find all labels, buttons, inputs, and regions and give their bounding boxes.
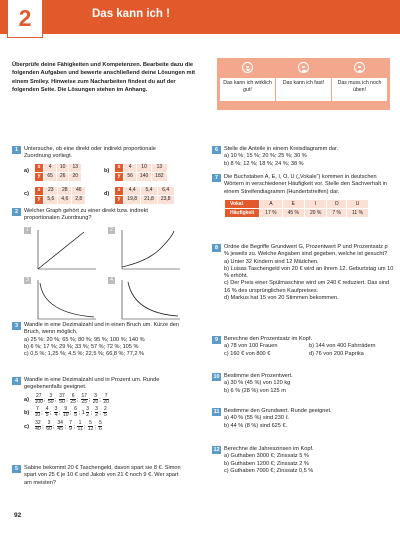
task-line: c) Der Preis einer Spülmaschine wird um 240 € reduziert. Das sind 16 % des ursprünglichen Kaufpreises. bbox=[224, 280, 390, 294]
task-line: a) 30 % (45 %) von 120 kg bbox=[224, 380, 291, 387]
task-number: 3 bbox=[12, 322, 21, 330]
task-line: c) Guthaben 7000 €; Zinssatz 0,5 % bbox=[224, 467, 314, 474]
graph-2-svg bbox=[108, 227, 182, 271]
chapter-header bbox=[0, 0, 400, 34]
task-8 bbox=[212, 244, 394, 302]
smiley-label: Das muss ich noch üben! bbox=[332, 78, 387, 101]
graph-4-svg bbox=[108, 277, 182, 321]
task-number: 8 bbox=[212, 244, 221, 252]
task-text: Wandle in eine Dezimalzahl und in Prozent um. Runde gegebenenfalls geeignet. bbox=[24, 377, 160, 391]
task-10 bbox=[212, 373, 394, 395]
smiley-label: Das kann ich wirklich gut! bbox=[220, 78, 275, 101]
task-text: Sabine bekommt 20 € Taschengeld, davon spart sie 8 €. Simon spart von 25 € je 10 € und Jakob von 21 € noch 9 €. Wer spart am meisten? bbox=[24, 465, 181, 486]
fraction-row-b: b) $\frac{7}{10}$ ; $\frac{4}{5}$ ; $\frac{3}{4}$ ; $\frac{9}{10}$ ; $\frac{6}{5}$ ; 1 $\frac{3}{2}$ ; $\frac{3}{2}$ ; $\frac{2}{5}$ bbox=[24, 406, 107, 419]
smiley-neutral bbox=[276, 62, 331, 107]
sub-label: d) bbox=[104, 190, 110, 197]
smiley-sad bbox=[332, 62, 387, 107]
task-number: 1 bbox=[12, 146, 21, 154]
task-line: b) 144 von 400 Fahrrädern bbox=[309, 343, 376, 350]
task-text: Die Buchstaben A, E, I, O, U („Vokale“) kommen in deutschen Wörtern in verschiedener Häufigkeit vor. Stelle den Sachverhalt in einem Streifendiagramm (Hundertstreifen) dar. bbox=[224, 174, 387, 195]
sad-face-icon bbox=[354, 62, 365, 73]
task-line: b) 44 % (8 %) sind 625 €. bbox=[224, 422, 288, 429]
chapter-number: 2 bbox=[18, 5, 32, 31]
task-3 bbox=[12, 322, 184, 358]
task-number: 12 bbox=[213, 447, 220, 453]
task-line: b) Luisas Taschengeld von 20 € wird an ihrem 12. Geburtstag um 10 % erhöht. bbox=[224, 265, 394, 280]
task-text: Bestimme den Grundwert. Runde geeignet. bbox=[224, 408, 332, 414]
task-text: Stelle die Anteile in einem Kreisdiagramm dar. bbox=[224, 146, 339, 152]
task-text: Wandle in eine Dezimalzahl und in einen Bruch um. Kürze den Bruch, wenn möglich. bbox=[24, 322, 179, 336]
value-table-b: x 4 10 13 y 56 140 182 bbox=[114, 163, 168, 182]
sub-label: b) bbox=[104, 167, 110, 174]
task-7 bbox=[212, 174, 394, 218]
task-line: c) 0,5 %; 1,25 %; 4,5 %; 22,5 %; 66,8 %; 77,2 % bbox=[24, 351, 145, 358]
sub-label: c) bbox=[24, 190, 29, 197]
graph-1-svg bbox=[24, 227, 98, 271]
task-text: Berechne die Jahreszinsen im Kopf. bbox=[224, 446, 314, 452]
task-line: a) Unter 32 Kindern sind 12 Mädchen. bbox=[224, 258, 319, 265]
task-number: 4 bbox=[12, 377, 21, 385]
task-line: a) Guthaben 3000 €; Zinssatz 5 % bbox=[224, 453, 309, 460]
graph-2 bbox=[108, 227, 182, 271]
graph-grid bbox=[24, 223, 184, 323]
graph-3 bbox=[24, 277, 98, 321]
smiley-happy bbox=[220, 62, 275, 107]
task-6 bbox=[212, 146, 394, 168]
task-line: b) Guthaben 1200 €; Zinssatz 2 % bbox=[224, 460, 309, 467]
task-number: 5 bbox=[12, 465, 21, 473]
task-1 bbox=[12, 146, 184, 205]
chapter-title: Das kann ich ! bbox=[92, 8, 170, 20]
task-number: 11 bbox=[213, 409, 220, 415]
task-line: a) 25 %; 20 %; 65 %; 80 %; 95 %; 100 %; 140 % bbox=[24, 336, 145, 343]
value-table-c: x 23 28 46 y 5,6 4,6 2,8 bbox=[34, 186, 87, 205]
task-number: 9 bbox=[212, 336, 221, 344]
task-number: 10 bbox=[213, 374, 220, 380]
task-line: d) 76 von 200 Paprika bbox=[309, 350, 364, 357]
value-table-a: x 4 10 13 y 65 26 20 bbox=[34, 163, 82, 182]
task-text: Bestimme den Prozentwert. bbox=[224, 373, 293, 379]
task-line: b) 8 %; 12 %; 18 %; 24 %; 38 % bbox=[224, 160, 304, 167]
task-2 bbox=[12, 208, 184, 323]
graph-number: 4 bbox=[108, 277, 115, 284]
task-9 bbox=[212, 336, 394, 358]
smiley-label: Das kann ich fast! bbox=[276, 78, 331, 101]
task-number: 7 bbox=[212, 174, 221, 182]
task-11 bbox=[212, 408, 394, 430]
graph-3-svg bbox=[24, 277, 98, 321]
task-text: Ordne die Begriffe Grundwert G, Prozentwert P und Prozentsatz p % jeweils zu. Welche Angaben sind gegeben, welche ist gesucht? bbox=[224, 244, 388, 258]
graph-number: 3 bbox=[24, 277, 31, 284]
task-text: Welcher Graph gehört zu einer direkt bzw. indirekt proportionalen Zuordnung? bbox=[24, 208, 148, 222]
task-line: b) 6 %; 17 %; 29 %; 33 %; 57 %; 72 %; 105 % bbox=[24, 343, 139, 350]
happy-face-icon bbox=[242, 62, 253, 73]
value-table-d: x 4,4 5,4 6,4 y 19,8 21,8 23,8 bbox=[114, 186, 175, 205]
task-number: 2 bbox=[12, 208, 21, 216]
intro-text: Überprüfe deine Fähigkeiten und Kompetenzen. Bearbeite dazu die folgenden Aufgaben und bewerte anschließend deine Lösungen mit einem Smiley. Hinweise zum Nacharbeiten findest du auf der folgenden Seite. Die Lösungen stehen im Anhang. bbox=[12, 62, 196, 93]
graph-4 bbox=[108, 277, 182, 321]
fraction-row-c: c) $\frac{32}{40}$ ; $\frac{3}{60}$ ; $\frac{34}{45}$ ; $\frac{7}{9}$ ; $\frac{1}{11}$ ; $\frac{5}{12}$ ; $\frac{5}{6}$ bbox=[24, 419, 102, 432]
vowel-table: Vokal A E I O U Häufigkeit 17 % 45 % 20 % 7 % 11 % bbox=[224, 199, 369, 218]
task-line: a) 40 % (55 %) sind 230 ℓ. bbox=[224, 415, 289, 422]
task-5 bbox=[12, 465, 184, 487]
task-line: a) 10 %; 15 %; 20 %; 25 %; 30 % bbox=[224, 153, 307, 160]
neutral-face-icon bbox=[298, 62, 309, 73]
task-line: a) 78 von 100 Frauen bbox=[224, 343, 278, 350]
smiley-rating-box bbox=[217, 58, 390, 110]
graph-number: 1 bbox=[24, 227, 31, 234]
page-number: 92 bbox=[14, 512, 22, 519]
task-number: 6 bbox=[212, 146, 221, 154]
task-text: Berechne den Prozentsatz im Kopf. bbox=[224, 336, 312, 342]
task-4 bbox=[12, 377, 184, 432]
graph-1 bbox=[24, 227, 98, 271]
graph-number: 2 bbox=[108, 227, 115, 234]
task-line: c) 160 € von 800 € bbox=[224, 350, 271, 357]
task-line: d) Markus hat 15 von 20 Stimmen bekommen. bbox=[224, 294, 339, 301]
sub-label: a) bbox=[24, 167, 29, 174]
task-line: b) 6 % (28 %) von 125 m bbox=[224, 387, 286, 394]
task-text: Untersuche, ob eine direkt oder indirekt proportionale Zuordnung vorliegt. bbox=[24, 146, 156, 160]
fraction-row-a: a) $\frac{27}{100}$ ; $\frac{3}{50}$ ; $\frac{37}{50}$ ; $\frac{6}{25}$ ; $\frac{17}{25}$ ; $\frac{3}{20}$ ; $\frac{7}{20}$ bbox=[24, 392, 109, 405]
task-12 bbox=[212, 446, 394, 475]
